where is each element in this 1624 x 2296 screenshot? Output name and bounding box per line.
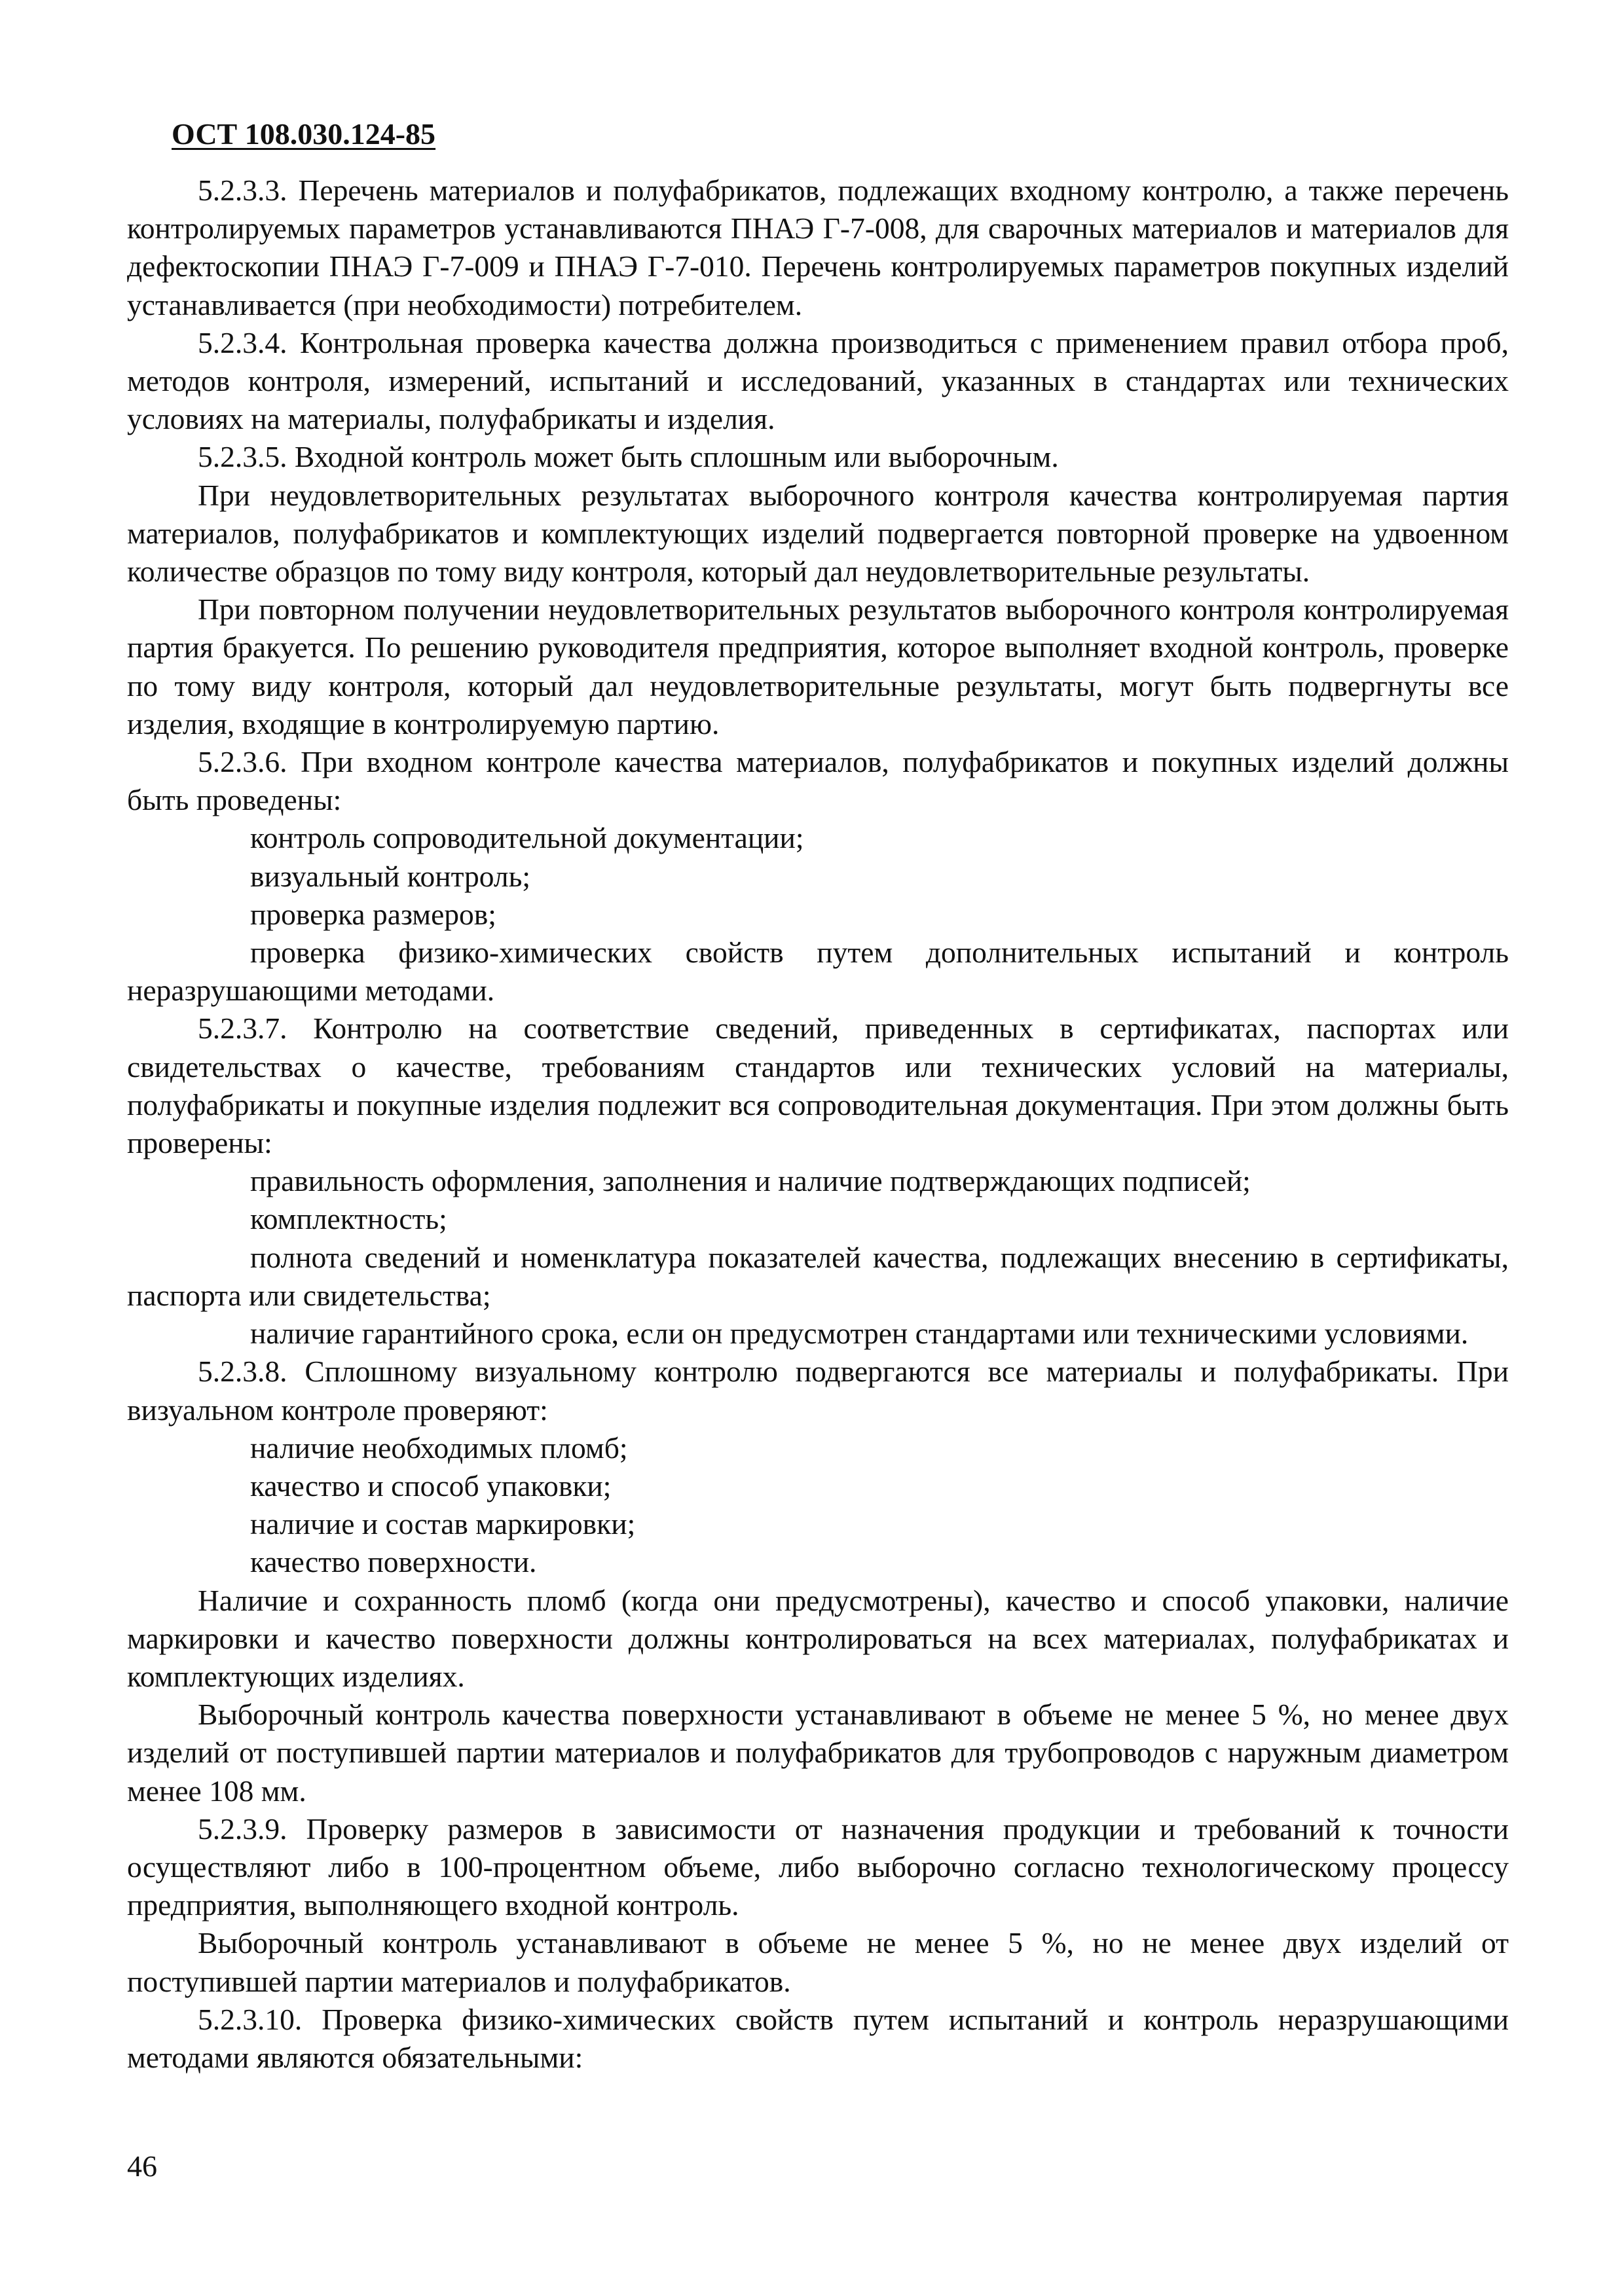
paragraph-5-2-3-7: 5.2.3.7. Контролю на соответствие сведений, приведенных в сертификатах, паспортах или свидетельствах о качестве, требованиям стандартов или технических условий на материалы, полуфабрикаты и покупные изделия подлежит вся сопроводительная документация. При этом должны быть проверены:: [127, 1011, 1509, 1160]
paragraph-5-2-3-3: 5.2.3.3. Перечень материалов и полуфабрикатов, подлежащих входному контролю, а также перечень контролируемых параметров устанавливаются ПНАЭ Г-7-008, для сварочных материалов и материалов для дефектоскопии ПНАЭ Г-7-009 и ПНАЭ Г-7-010. Перечень контролируемых параметров покупных изделий устанавливается (при необходимости) потребителем.: [127, 173, 1509, 321]
paragraph-5-2-3-9: 5.2.3.9. Проверку размеров в зависимости от назначения продукции и требований к точности осуществляют либо в 100-процентном объеме, либо выборочно согласно технологическому процессу предприятия, выполняющего входной контроль.: [127, 1812, 1509, 1922]
paragraph-5-2-3-6: 5.2.3.6. При входном контроле качества материалов, полуфабрикатов и покупных изделий должны быть проведены:: [127, 745, 1509, 817]
list-item: наличие и состав маркировки;: [250, 1507, 636, 1541]
list-item: контроль сопроводительной документации;: [250, 821, 804, 855]
paragraph-5-2-3-5: 5.2.3.5. Входной контроль может быть сплошным или выборочным.: [198, 440, 1059, 474]
list-item: комплектность;: [250, 1202, 447, 1236]
paragraph: Наличие и сохранность пломб (когда они предусмотрены), качество и способ упаковки, наличие маркировки и качество поверхности должны контролироваться на всех материалах, полуфабрикатах и комплектующих изделиях.: [127, 1583, 1509, 1693]
paragraph: При повторном получении неудовлетворительных результатов выборочного контроля контролируемая партия бракуется. По решению руководителя предприятия, которое выполняет входной контроль, проверке по тому виду контроля, который дал неудовлетворительные результаты, могут быть подвергнуты все изделия, входящие в контролируемую партию.: [127, 592, 1509, 740]
list-item: проверка физико-химических свойств путем дополнительных испытаний и контроль неразрушающими методами.: [127, 936, 1509, 1008]
paragraph: Выборочный контроль качества поверхности устанавливают в объеме не менее 5 %, но менее двух изделий от поступившей партии материалов и полуфабрикатов для трубопроводов с наружным диаметром менее 108 мм.: [127, 1698, 1509, 1808]
document-body: [127, 172, 1509, 2077]
list-item: качество и способ упаковки;: [250, 1468, 612, 1503]
paragraph: Выборочный контроль устанавливают в объеме не менее 5 %, но не менее двух изделий от поступившей партии материалов и полуфабрикатов.: [127, 1926, 1509, 1998]
document-header: ОСТ 108.030.124-85: [172, 117, 436, 151]
list-item: наличие гарантийного срока, если он предусмотрен стандартами или техническими условиями.: [250, 1317, 1469, 1351]
paragraph: При неудовлетворительных результатах выборочного контроля качества контролируемая партия материалов, полуфабрикатов и комплектующих изделий подвергается повторной проверке на удвоенном количестве образцов по тому виду контроля, который дал неудовлетворительные результаты.: [127, 478, 1509, 589]
list-item: визуальный контроль;: [250, 859, 531, 893]
list-item: наличие необходимых пломб;: [250, 1430, 628, 1465]
list-item: качество поверхности.: [250, 1545, 537, 1579]
paragraph-5-2-3-4: 5.2.3.4. Контрольная проверка качества должна производиться с применением правил отбора проб, методов контроля, измерений, испытаний и исследований, указанных в стандартах или технических условиях на материалы, полуфабрикаты и изделия.: [127, 325, 1509, 436]
list-item: проверка размеров;: [250, 897, 496, 931]
list-item: полнота сведений и номенклатура показателей качества, подлежащих внесению в сертификаты, паспорта или свидетельства;: [127, 1240, 1509, 1312]
page-number: 46: [127, 2149, 157, 2183]
paragraph-5-2-3-8: 5.2.3.8. Сплошному визуальному контролю подвергаются все материалы и полуфабрикаты. При визуальном контроле проверяют:: [127, 1355, 1509, 1427]
paragraph-5-2-3-10: 5.2.3.10. Проверка физико-химических свойств путем испытаний и контроль неразрушающими методами являются обязательными:: [127, 2002, 1509, 2074]
list-item: правильность оформления, заполнения и наличие подтверждающих подписей;: [250, 1164, 1251, 1198]
